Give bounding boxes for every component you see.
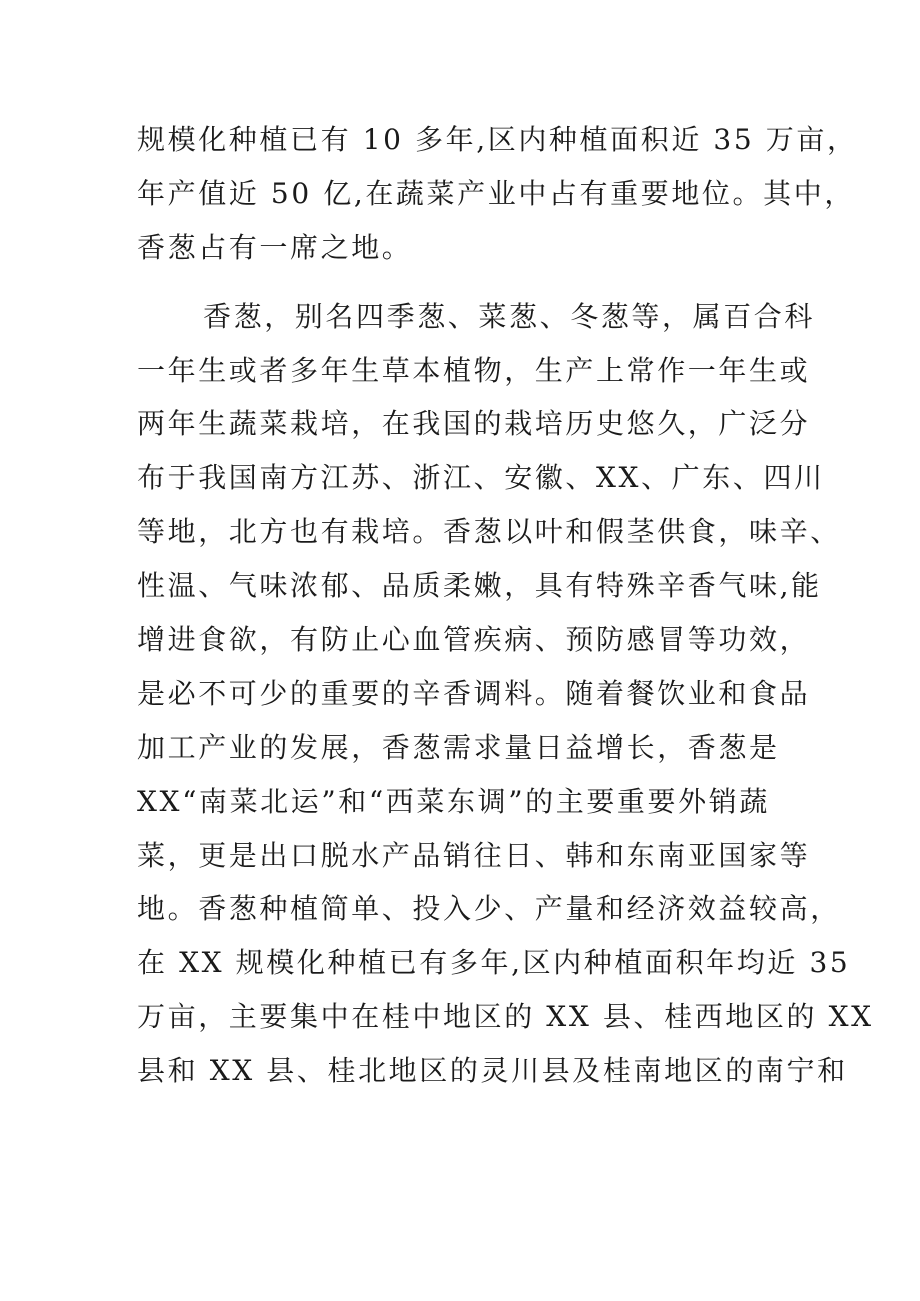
text-line: 布于我国南方江苏、浙江、安徽、XX、广东、四川 (137, 461, 825, 495)
text-line: 地。香葱种植简单、投入少、产量和经济效益较高， (137, 892, 841, 926)
text-line: XX“南菜北运”和“西菜东调”的主要重要外销蔬 (137, 784, 770, 818)
paragraph-2 (137, 290, 874, 1098)
text-line: 规模化种植已有 10 多年,区内种植面积近 35 万亩， (137, 123, 858, 156)
paragraph-1 (137, 113, 858, 275)
body-text (137, 113, 874, 1098)
text-line: 加工产业的发展，香葱需求量日益增长，香葱是 (137, 730, 780, 764)
text-line: 县和 XX 县、桂北地区的灵川县及桂南地区的南宁和 (137, 1054, 848, 1088)
text-line: 香葱，别名四季葱、菜葱、冬葱等，属百合科 (203, 299, 816, 333)
text-line: 等地，北方也有栽培。香葱以叶和假茎供食，味辛、 (137, 515, 841, 549)
text-line: 菜，更是出口脱水产品销往日、韩和东南亚国家等 (137, 838, 811, 872)
text-line: 性温、气味浓郁、品质柔嫩，具有特殊辛香气味,能 (137, 569, 822, 603)
text-line: 两年生蔬菜栽培，在我国的栽培历史悠久，广泛分 (137, 407, 811, 441)
text-line: 增进食欲，有防止心血管疾病、预防感冒等功效， (137, 623, 811, 657)
paragraph-spacer (137, 275, 797, 290)
text-line: 在 XX 规模化种植已有多年,区内种植面积年均近 35 (137, 946, 851, 980)
text-line: 香葱占有一席之地。 (137, 230, 413, 264)
text-line: 一年生或者多年生草本植物，生产上常作一年生或 (137, 353, 811, 387)
text-line: 万亩，主要集中在桂中地区的 XX 县、桂西地区的 XX (137, 1000, 874, 1034)
text-line: 年产值近 50 亿,在蔬菜产业中占有重要地位。其中， (137, 176, 855, 210)
text-line: 是必不可少的重要的辛香调料。随着餐饮业和食品 (137, 676, 811, 710)
